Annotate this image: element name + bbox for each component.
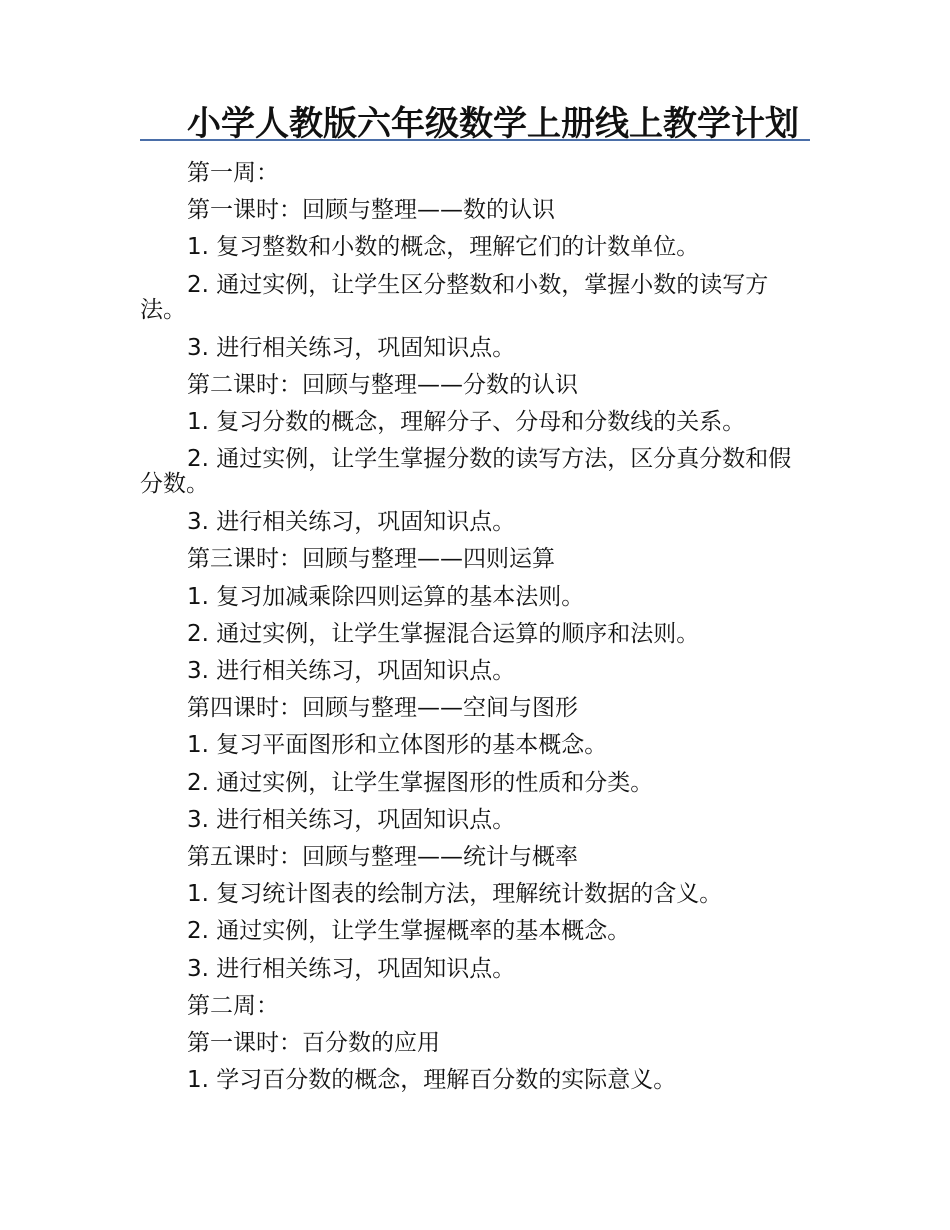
lesson-heading: 第五课时：回顾与整理——统计与概率 <box>187 844 578 871</box>
list-item: 3. 进行相关练习，巩固知识点。 <box>187 955 516 982</box>
list-item: 1. 复习平面图形和立体图形的基本概念。 <box>187 732 608 759</box>
list-item: 2. 通过实例，让学生掌握混合运算的顺序和法则。 <box>187 620 700 647</box>
list-item: 2. 通过实例，让学生区分整数和小数，掌握小数的读写方法。 <box>140 271 769 323</box>
list-item: 3. 进行相关练习，巩固知识点。 <box>187 658 516 685</box>
list-item: 1. 复习整数和小数的概念，理解它们的计数单位。 <box>187 234 700 261</box>
list-item: 1. 复习加减乘除四则运算的基本法则。 <box>187 583 585 610</box>
lesson-heading: 第四课时：回顾与整理——空间与图形 <box>187 695 578 722</box>
lesson-heading: 第二课时：回顾与整理——分数的认识 <box>187 371 578 398</box>
list-item: 2. 通过实例，让学生掌握概率的基本概念。 <box>187 918 631 945</box>
lesson-heading: 第一课时：百分数的应用 <box>187 1030 440 1057</box>
lesson-heading: 第一课时：回顾与整理——数的认识 <box>187 197 555 224</box>
week-heading: 第二周： <box>187 992 279 1019</box>
list-item: 3. 进行相关练习，巩固知识点。 <box>187 334 516 361</box>
week-heading: 第一周： <box>187 160 279 186</box>
list-item: 1. 学习百分数的概念，理解百分数的实际意义。 <box>187 1067 677 1094</box>
document-body <box>140 155 812 1099</box>
list-item: 3. 进行相关练习，巩固知识点。 <box>187 509 516 536</box>
list-item: 2. 通过实例，让学生掌握分数的读写方法，区分真分数和假分数。 <box>140 446 792 498</box>
lesson-heading: 第三课时：回顾与整理——四则运算 <box>187 546 555 573</box>
title-underline <box>140 139 810 141</box>
document-title: 小学人教版六年级数学上册线上教学计划 <box>187 104 799 144</box>
list-item: 2. 通过实例，让学生掌握图形的性质和分类。 <box>187 769 654 796</box>
list-item: 1. 复习分数的概念，理解分子、分母和分数线的关系。 <box>187 409 746 436</box>
list-item: 3. 进行相关练习，巩固知识点。 <box>187 806 516 833</box>
list-item: 1. 复习统计图表的绘制方法，理解统计数据的含义。 <box>187 881 723 908</box>
